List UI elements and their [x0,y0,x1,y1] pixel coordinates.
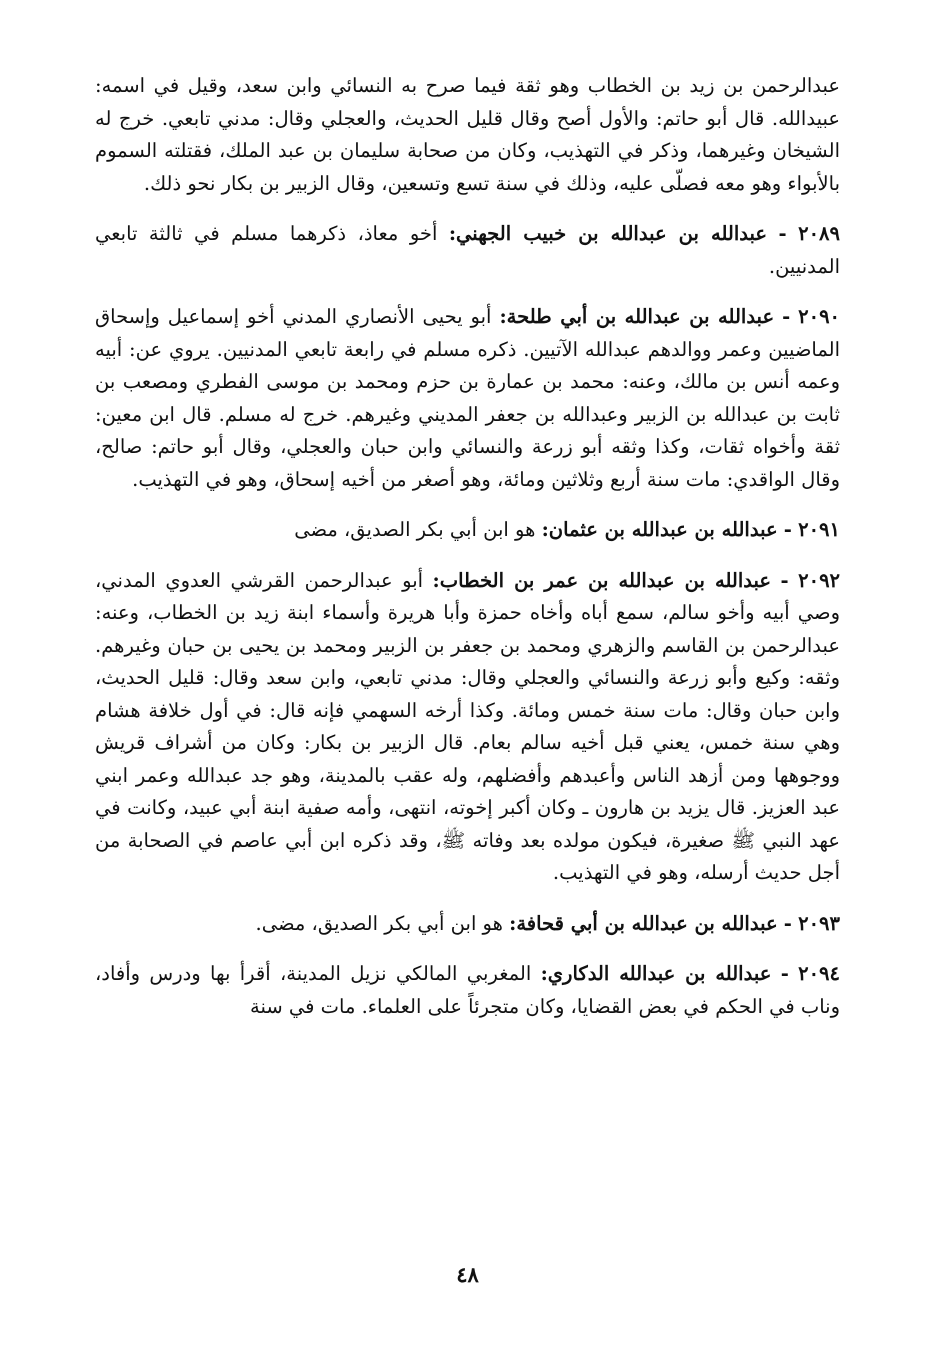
entry-2093 [95,908,840,941]
entry-name: عبدالله بن عبدالله الدكاري: [540,962,772,985]
entry-number: ٢٠٩٣ [798,911,840,935]
entry-dash: - [780,962,789,985]
entry-text: أبو يحيى الأنصاري المدني أخو إسماعيل وإسحاق الماضيين وعمر ووالدهم عبدالله الآتيين. ذكره مسلم في رابعة تابعي المدنيين. يروي عن: أبيه وعمه أنس بن مالك، وعنه: محمد بن عمارة بن حزم ومحمد بن موسى الفطري ومصعب بن ثابت بن عبدالله بن الزبير وعبدالله بن جعفر المديني وغيرهم. خرج له مسلم. قال ابن معين: ثقة وأخواه ثقات، وكذا وثقه أبو زرعة والنسائي وابن حبان والعجلي، وقال أبو حاتم: صالح، وقال الواقدي: مات سنة أربع وثلاثين ومائة، وهو أصغر من أخيه إسحاق، وهو في التهذيب. [95,305,840,491]
continuation-paragraph: عبدالرحمن بن زيد بن الخطاب وهو ثقة فيما صرح به النسائي وابن سعد، وقيل في اسمه: عبيدالله. قال أبو حاتم: والأول أصح وقال قليل الحديث، والعجلي وقال: مدني تابعي. خرج له الشيخان وغيرهما، وذكر في التهذيب، وكان من صحابة سليمان بن عبد الملك، فقتلته السموم بالأبواء وهو معه فصلّى عليه، وذلك في سنة تسع وتسعين، وقال الزبير بن بكار نحو ذلك. [95,74,840,195]
entry-text: هو ابن أبي بكر الصديق، مضى. [255,911,503,935]
entry-2090 [95,301,840,496]
entry-dash: - [782,305,791,328]
entry-name: عبدالله بن عبدالله بن أبي طلحة: [499,305,775,328]
page-number: ٤٨ [456,1262,479,1287]
entry-text: أبو عبدالرحمن القرشي العدوي المدني، وصي أبيه وأخو سالم، سمع أباه وأخاه حمزة وأبا هريرة وأسماء ابنة زيد بن الخطاب، وعنه: عبدالرحمن بن القاسم والزهري ومحمد بن جعفر بن الزبير ومحمد بن يحيى بن حبان وغيرهم. وثقه: وكيع وأبو زرعة والنسائي والعجلي وقال: مدني تابعي، وابن سعد وقال: قليل الحديث، وابن حبان وقال: مات سنة خمس ومائة. وكذا أرخه السهمي فإنه قال: في أول خلافة هشام وهي سنة خمس، يعني قبل أخيه سالم بعام. قال الزبير بن بكار: وكان من أشراف قريش ووجوهها ومن أزهد الناس وأعبدهم وأفضلهم، وله عقب بالمدينة، وهو جد عبدالله وعمر ابني عبد العزيز. قال يزيد بن هارون ـ وكان أكبر إخوته، انتهى، وأمه صفية ابنة أبي عبيد، وكانت في عهد النبي ﷺ صغيرة، فيكون مولده بعد وفاته ﷺ، وقد ذكره ابن أبي عاصم في الصحابة من أجل حديث أرسله، وهو في التهذيب. [95,568,840,884]
entry-name: عبدالله بن عبدالله بن أبي قحافة: [509,911,778,935]
page-body [95,70,840,1300]
entry-number: ٢٠٩١ [798,518,840,541]
entry-2094 [95,958,840,1023]
entry-name: عبدالله بن عبدالله بن عثمان: [541,518,778,541]
entry-dash: - [780,568,789,592]
entry-dash: - [783,518,792,541]
entry-text: المغربي المالكي نزيل المدينة، أقرأ بها ودرس وأفاد، وناب في الحكم في بعض القضايا، وكان متجرئاً على العلماء. مات في سنة [95,962,840,1018]
entry-2089 [95,218,840,283]
entry-dash: - [783,911,792,935]
entry-2091 [95,514,840,547]
entry-number: ٢٠٩٤ [798,962,841,985]
entry-number: ٢٠٩٢ [798,568,841,592]
entry-name: عبدالله بن عبدالله بن عمر بن الخطاب: [432,568,772,592]
entry-text: هو ابن أبي بكر الصديق، مضى [294,518,536,541]
entry-2092 [95,565,840,890]
entry-name: عبدالله بن عبدالله بن خبيب الجهني: [448,222,768,245]
entry-number: ٢٠٩٠ [798,305,841,328]
entry-text: أخو معاذ، ذكرهما مسلم في ثالثة تابعي المدنيين. [95,222,840,278]
entry-dash: - [778,222,787,245]
entry-number: ٢٠٨٩ [798,222,841,245]
